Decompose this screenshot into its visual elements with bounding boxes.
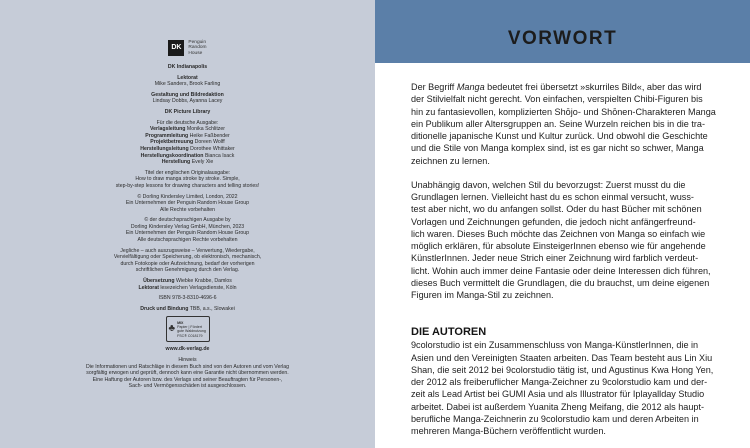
- text-line: [411, 142, 716, 154]
- disclaimer-note: [40, 357, 335, 390]
- text-line: [411, 216, 716, 228]
- imprint-line: DK Picture Library: [164, 108, 211, 115]
- text-segment: KünstlerInnen. Jeder neue Strich einer Zeichnung wird farblich verdeut-: [411, 253, 699, 264]
- foreword-paragraph: [411, 81, 716, 167]
- publisher-logo: [40, 40, 335, 56]
- text-segment: zeichnen zu lernen.: [411, 155, 490, 166]
- imprint-line: © der deutschsprachigen Ausgabe by: [144, 217, 231, 224]
- text-line: [411, 179, 716, 191]
- foreword-page: [375, 0, 750, 448]
- imprint-line: Mike Sanders, Brook Farling: [154, 81, 221, 88]
- fsc-line: Papier | Fördert: [177, 325, 202, 330]
- imprint-line: [40, 153, 335, 160]
- imprint-line: ISBN 978-3-8310-4696-6: [158, 295, 217, 302]
- imprint-line: Gestaltung und Bildredaktion: [151, 91, 224, 98]
- fsc-label: [166, 316, 210, 342]
- text-line: der 2012 als freiberuflicher Manga-Zeichner zu 9colorstudio kam und der-: [411, 377, 708, 387]
- note-line: sorgfältig erwogen und geprüft, dennoch kann eine Garantie nicht übernommen werden.: [86, 370, 289, 377]
- text-segment: hin zu fantasievollen, komplizierten Shōjo- und Shōnen-Charakteren Manga: [411, 106, 716, 117]
- text-segment: Unabhängig davon, welchen Stil du bevorzugst: Zuerst musst du die: [411, 179, 686, 190]
- text-line: [411, 252, 716, 264]
- imprint-role: Herstellungsleitung: [140, 145, 189, 152]
- note-line: Die Informationen und Ratschläge in diesem Buch sind von den Autoren und vom Verlag: [85, 363, 289, 370]
- imprint-role: Lektorat: [138, 284, 159, 291]
- imprint-person: lesezeichen Verlagsdienste, Köln: [160, 284, 237, 291]
- text-segment: Der Begriff: [411, 82, 457, 92]
- note-line: Eine Haftung der Autoren bzw. des Verlags und seiner Beauftragten für Personen-,: [92, 376, 283, 383]
- imprint-role: Verlagsleitung: [150, 126, 186, 133]
- imprint-role: Herstellungskoordination: [140, 152, 204, 159]
- imprint-person: Monika Schlitzer: [186, 126, 225, 133]
- imprint-line: © Dorling Kindersley Limited, London, 2022: [137, 193, 238, 200]
- text-line: Asien und den Vereinigten Staaten arbeiten. Das Team besteht aus Lin Xiu: [411, 352, 713, 363]
- imprint-person: Doreen Wolff: [194, 139, 225, 146]
- imprint-line: Vervielfältigung oder Speicherung, ob elektronisch, mechanisch,: [113, 254, 262, 261]
- text-line: [411, 289, 716, 301]
- imprint-line: Alle deutschsprachigen Rechte vorbehalten: [137, 237, 238, 244]
- text-line: [411, 106, 716, 118]
- emphasis-term: Manga: [456, 82, 485, 92]
- text-segment: ditionelle japanische Kunst und Kultur zurück. Und obwohl die Geschichte: [411, 131, 708, 141]
- publisher-url[interactable]: www.dk-verlag.de: [165, 346, 210, 353]
- imprint-line: Ein Unternehmen der Penguin Random House Group: [125, 200, 250, 207]
- imprint-line: DK Indianapolis: [167, 64, 208, 70]
- text-line: [411, 240, 716, 252]
- text-segment: Grundlagen lernen. Vielleicht hast du es schon einmal versucht, wuss-: [411, 192, 694, 202]
- imprint-line: [40, 133, 335, 140]
- imprint-line: schriftlichen Genehmigung durch den Verlag.: [135, 267, 240, 274]
- imprint-line: Für die deutsche Ausgabe:: [156, 119, 219, 126]
- imprint-line: Titel der englischen Originalausgabe:: [144, 169, 231, 176]
- imprint-line: step-by-step lessons for drawing characters and telling stories!: [115, 182, 260, 189]
- imprint-line: [40, 278, 335, 285]
- imprint-line: durch Fotokopie oder Aufzeichnung, bedarf der vorherigen: [120, 260, 255, 267]
- text-line: berufliche Manga-Zeichnerin zu 9colorstudio kam und deren Arbeiten in: [411, 413, 699, 424]
- text-segment: Vorlagen und Zeichnungen gefunden, die jedoch nicht anfängerfreund-: [411, 216, 696, 227]
- text-segment: möglich erklären, für absolute EinsteigerInnen ebenso wie für angehende: [411, 241, 706, 251]
- text-line: mehreren Manga-Büchern veröffentlicht wurden.: [411, 426, 606, 436]
- text-line: 9colorstudio ist ein Zusammenschluss von Manga-KünstlerInnen, die in: [411, 340, 699, 351]
- text-line: [411, 130, 716, 142]
- dk-logo-icon: DK: [168, 40, 184, 56]
- penguin-random-house-logo: [188, 40, 206, 56]
- imprint-line: Alle Rechte vorbehalten: [159, 206, 216, 213]
- text-line: [411, 265, 716, 277]
- imprint-line: [40, 146, 335, 153]
- imprint-role: Druck und Bindung: [140, 305, 189, 312]
- imprint-role: Herstellung: [161, 159, 191, 166]
- text-segment: der Stilvielfalt nicht gerecht. Von einfachen, verspielten Chibi-Figuren bis: [411, 94, 703, 105]
- text-line: [411, 203, 716, 215]
- text-line: [411, 81, 716, 93]
- text-segment: und die Stile von Manga komplex sind, ist es gar nicht so schwer, Manga: [411, 143, 704, 154]
- imprint-line: [40, 306, 335, 313]
- text-line: [411, 228, 716, 240]
- text-line: [411, 277, 716, 289]
- imprint-person: Heike Faßbender: [189, 132, 230, 139]
- text-line: arbeitet. Dabei ist außerdem Yuanita Zheng Meifang, die 2012 als haupt-: [411, 401, 705, 412]
- imprint-line: [40, 139, 335, 146]
- text-segment: lich waren. Dieses Buch möchte das Zeichnen von Manga so einfach wie: [411, 228, 706, 239]
- page-title: VORWORT: [507, 28, 618, 49]
- imprint-role: Programmleitung: [145, 132, 189, 139]
- note-line: Hinweis: [178, 357, 197, 363]
- publisher-line: Penguin: [188, 40, 207, 46]
- fsc-line: FSC® C018179: [177, 333, 203, 338]
- imprint-role: Übersetzung: [143, 278, 175, 285]
- text-line: [411, 118, 716, 130]
- foreword-paragraph: [411, 179, 716, 302]
- imprint-line: Lindsay Dobbs, Ayanna Lacey: [152, 98, 223, 105]
- imprint-credits: [40, 64, 335, 312]
- text-line: zeit als Lead Artist bei GUMI Asia und als Illustrator für Iplayallday Studio: [411, 389, 705, 400]
- fsc-text: [177, 321, 206, 338]
- text-segment: test aber nicht, wo du anfangen sollst. Oder du hast Bücher mit schönen: [411, 204, 702, 215]
- foreword-paragraphs: [411, 81, 716, 301]
- imprint-line: Ein Unternehmen der Penguin Random House Group: [125, 230, 250, 237]
- text-segment: Figuren im Manga-Stil zu zeichnen.: [411, 290, 554, 300]
- text-segment: bedeutet frei übersetzt »skurriles Bild«, aber das wird: [484, 82, 702, 92]
- fsc-mix: MIX: [177, 321, 184, 325]
- text-line: [411, 93, 716, 105]
- imprint-line: [40, 126, 335, 133]
- imprint-person: Evely Xie: [191, 159, 214, 166]
- imprint-person: TBB, a.s., Slowakei: [189, 305, 235, 312]
- text-segment: ein Publikum aller Altersgruppen an. Seine Wurzeln reichen bis in die tra-: [411, 118, 706, 129]
- imprint-block: [40, 40, 335, 390]
- text-line: Shan, die seit 2012 bei 9colorstudio tätig ist, und Agustinus Kwa Hong Yen,: [411, 364, 714, 375]
- publisher-line: House: [188, 50, 203, 56]
- imprint-line: Jegliche – auch auszugsweise – Verwertung, Wiedergabe,: [120, 247, 255, 254]
- imprint-line: Lektorat: [177, 74, 198, 81]
- imprint-person: Dorothee Whittaker: [190, 145, 235, 152]
- note-line: Sach- und Vermögensschäden ist ausgeschlossen.: [128, 383, 247, 390]
- publisher-line: Random: [188, 45, 207, 51]
- fsc-tree-icon: ♣: [168, 323, 176, 335]
- authors-text: [411, 339, 716, 437]
- imprint-person: Wiebke Krabbe, Damlos: [175, 278, 232, 285]
- text-line: [411, 155, 716, 167]
- text-segment: dieses Buch vermittelt die Grundlagen, die du brauchst, um deine eigenen: [411, 277, 710, 288]
- fsc-line: gute Waldnutzung: [177, 329, 206, 334]
- imprint-line: How to draw manga stroke by stroke. Simple,: [135, 176, 240, 183]
- imprint-line: [40, 285, 335, 292]
- text-line: [411, 191, 716, 203]
- imprint-line: [40, 159, 335, 166]
- authors-heading: DIE AUTOREN: [411, 326, 487, 339]
- imprint-line: Dorling Kindersley Verlag GmbH, München, 2023: [130, 223, 245, 230]
- text-segment: licht. Wohin auch immer deine Fantasie oder deine Interessen dich führen,: [411, 265, 711, 276]
- imprint-person: Bianca Isack: [204, 152, 235, 159]
- foreword-body: [411, 81, 716, 437]
- imprint-role: Projektbetreuung: [150, 139, 194, 146]
